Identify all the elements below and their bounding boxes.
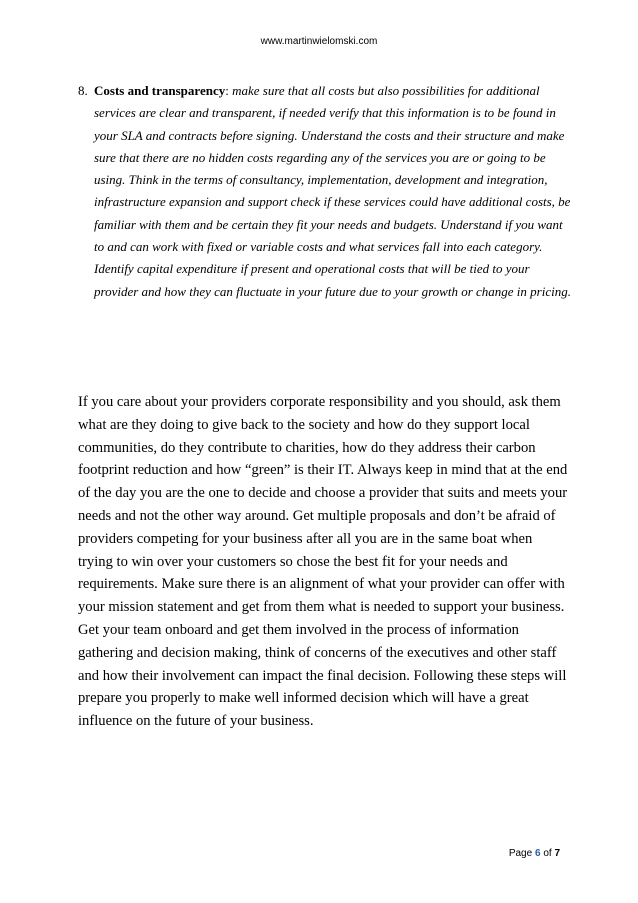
page-label: Page: [508, 848, 533, 859]
page-current-number: 6: [534, 848, 541, 859]
list-text: make sure that all costs but also possibilities for additional services are clear and transparent, if needed verify that this information is to be found in your SLA and contracts before signing. Understand the costs and their structure and make sure that there are no hidden costs regarding any of the services you are or going to be using. Think in the terms of consultancy, implementation, development and integration, infrastructure expansion and support check if these services could have additional costs, be familiar with them and be certain they fit your needs and budgets. Understand if you want to and can work with fixed or variable costs and what services fall into each category. Identify capital expenditure if present and operational costs that will be tied to your provider and how they can fluctuate in your future due to your growth or change in pricing.: [94, 83, 571, 299]
page-total-number: 7: [554, 848, 560, 859]
list-body: [94, 80, 576, 303]
body-paragraph: If you care about your providers corporate responsibility and you should, ask them what are they doing to give back to the society and how do they support local communities, do they contribute to charities, how do they address their carbon footprint reduction and how “green” is their IT. Always keep in mind that at the end of the day you are the one to decide and choose a provider that suits and meets your needs and not the other way around. Get multiple proposals and don’t be afraid of providers competing for your business after all you are in the same boat when trying to win over your customers so chose the best fit for your needs and requirements. Make sure there is an alignment of what your provider can offer with your mission statement and get from them what is needed to support your business. Get your team onboard and get them involved in the process of information gathering and decision making, think of concerns of the executives and other staff and how their involvement can impact the final decision. Following these steps will prepare you properly to make well informed decision which will have a great influence on the future of your business.: [78, 394, 568, 730]
numbered-list-item: [78, 80, 576, 303]
page-footer: [509, 848, 560, 859]
header-url: www.martinwielomski.com: [260, 36, 378, 47]
of-label: of: [543, 848, 552, 859]
list-number: 8.: [78, 83, 88, 98]
list-colon: :: [225, 83, 233, 98]
list-heading: Costs and transparency: [94, 83, 226, 98]
